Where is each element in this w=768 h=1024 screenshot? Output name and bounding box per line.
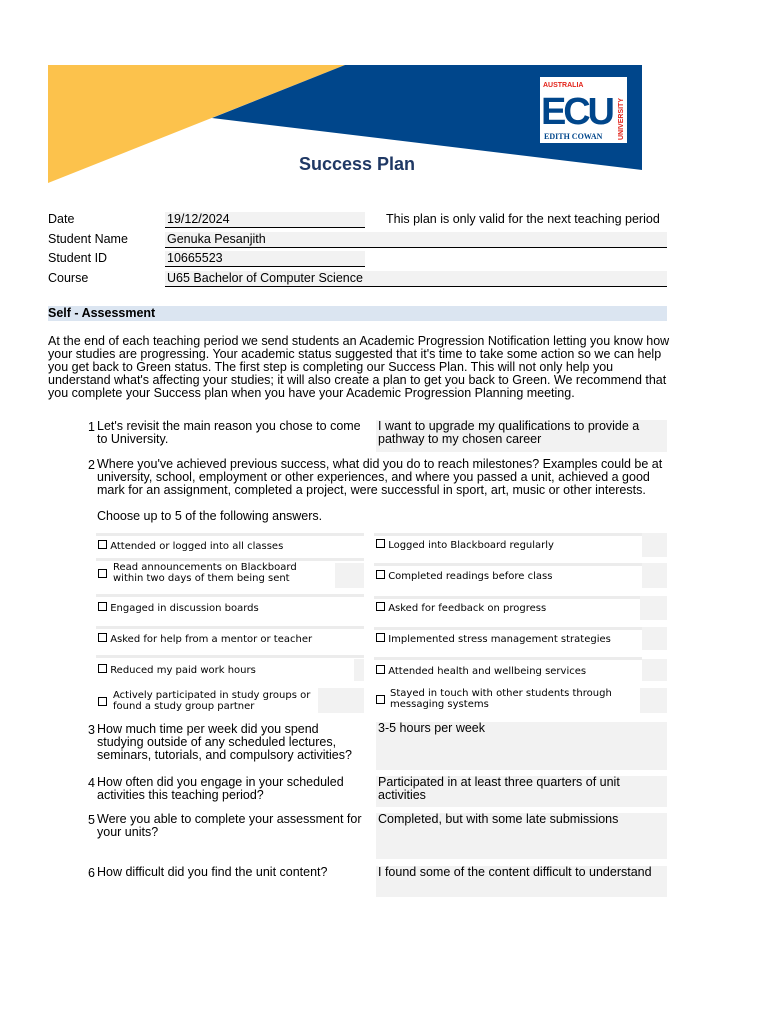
- checkbox-logged-blackboard[interactable]: [376, 539, 554, 551]
- checkbox-asked-help[interactable]: [98, 633, 312, 645]
- checkbox-asked-feedback[interactable]: [376, 602, 546, 614]
- checkbox-box[interactable]: [376, 602, 385, 611]
- intro-paragraph: At the end of each teaching period we send students an Academic Progression Notification letting you know how your studies are progressing. Your academic status suggested that it's time to take some action so we can help you get back to Green status. The first step is completing our Success Plan. This will not only help you understand what's affecting your studies; it will also create a plan to get you back to Green. We recommend that you complete your Success plan when you have your Academic Progression Planning meeting.: [48, 334, 670, 400]
- student-name-field[interactable]: Genuka Pesanjith: [165, 232, 667, 248]
- q5-text: Were you able to complete your assessment for your units?: [97, 812, 362, 839]
- svg-text:EDITH COWAN: EDITH COWAN: [544, 132, 603, 141]
- svg-text:AUSTRALIA: AUSTRALIA: [543, 82, 584, 89]
- ecu-logo: [540, 77, 627, 143]
- q1-answer[interactable]: I want to upgrade my qualifications to provide a pathway to my chosen career: [376, 420, 667, 452]
- checkbox-box[interactable]: [376, 695, 385, 704]
- checkbox-discussion-boards[interactable]: [98, 602, 259, 614]
- date-label: Date: [48, 212, 75, 226]
- self-assessment-heading: Self - Assessment: [48, 306, 667, 321]
- checkbox-read-announcements[interactable]: [98, 562, 328, 584]
- q4-number: 4: [88, 776, 95, 790]
- q3-text: How much time per week did you spend studying outside of any scheduled lectures, seminars, tutorials, and compulsory activities?: [97, 722, 352, 762]
- course-label: Course: [48, 271, 89, 285]
- checkbox-stress-management[interactable]: [376, 633, 611, 645]
- q6-number: 6: [88, 866, 95, 880]
- checkbox-label: Asked for help from a mentor or teacher: [110, 634, 313, 645]
- svg-text:ECU: ECU: [541, 91, 615, 133]
- checkbox-box[interactable]: [98, 569, 107, 578]
- checkbox-label: Actively participated in study groups or found a study group partner: [113, 690, 311, 712]
- checkbox-label: Implemented stress management strategies: [388, 634, 611, 645]
- checkbox-label: Reduced my paid work hours: [110, 665, 256, 676]
- checkbox-box[interactable]: [376, 570, 385, 579]
- checkbox-label: Logged into Blackboard regularly: [388, 540, 554, 551]
- q4-text: How often did you engage in your scheduled activities this teaching period?: [97, 775, 344, 802]
- student-id-field[interactable]: 10665523: [165, 251, 365, 267]
- checkbox-label: Engaged in discussion boards: [110, 603, 259, 614]
- course-field[interactable]: U65 Bachelor of Computer Science: [165, 271, 667, 287]
- checkbox-label: Stayed in touch with other students through messaging systems: [390, 688, 612, 710]
- checkbox-box[interactable]: [98, 540, 107, 549]
- student-name-label: Student Name: [48, 232, 128, 246]
- checkbox-health-services[interactable]: [376, 665, 586, 677]
- checkbox-box[interactable]: [376, 539, 385, 548]
- q1-number: 1: [88, 420, 95, 434]
- page-title: Success Plan: [298, 154, 416, 174]
- checkbox-label: Attended health and wellbeing services: [388, 666, 587, 677]
- checkbox-reduced-work[interactable]: [98, 664, 256, 676]
- checkbox-box[interactable]: [98, 697, 107, 706]
- q5-answer[interactable]: Completed, but with some late submissions: [376, 813, 667, 859]
- svg-text:UNIVERSITY: UNIVERSITY: [618, 97, 625, 140]
- q2-instruction: Choose up to 5 of the following answers.: [97, 509, 323, 523]
- student-id-label: Student ID: [48, 251, 108, 265]
- checkbox-label: Asked for feedback on progress: [388, 603, 547, 614]
- q4-answer[interactable]: Participated in at least three quarters of unit activities: [376, 776, 667, 807]
- checkbox-label: Read announcements on Blackboard within two days of them being sent: [113, 562, 297, 584]
- checkbox-label: Attended or logged into all classes: [110, 541, 284, 552]
- q6-answer[interactable]: I found some of the content difficult to understand: [376, 866, 667, 897]
- checkbox-stayed-in-touch[interactable]: [376, 688, 631, 710]
- q3-number: 3: [88, 723, 95, 737]
- date-field[interactable]: 19/12/2024: [165, 212, 365, 228]
- q1-text: Let's revisit the main reason you chose to come to University.: [97, 419, 361, 446]
- q3-answer[interactable]: 3-5 hours per week: [376, 722, 667, 770]
- checkbox-box[interactable]: [376, 633, 385, 642]
- checkbox-attended-classes[interactable]: [98, 540, 283, 552]
- checkbox-completed-readings[interactable]: [376, 570, 552, 582]
- checkbox-box[interactable]: [98, 602, 107, 611]
- q2-number: 2: [88, 458, 95, 472]
- q2-text: Where you've achieved previous success, what did you do to reach milestones? Examples could be at university, school, employment or other experiences, and where you passed a unit, achieved a good mark for an assignment, completed a project, were successful in sport, art, music or other interests.: [97, 457, 663, 497]
- checkbox-box[interactable]: [98, 664, 107, 673]
- checkbox-study-groups[interactable]: [98, 690, 313, 712]
- checkbox-label: Completed readings before class: [388, 571, 553, 582]
- q5-number: 5: [88, 813, 95, 827]
- validity-note: This plan is only valid for the next teaching period: [386, 212, 660, 226]
- q6-text: How difficult did you find the unit content?: [97, 865, 328, 879]
- checkbox-box[interactable]: [98, 633, 107, 642]
- checkbox-box[interactable]: [376, 665, 385, 674]
